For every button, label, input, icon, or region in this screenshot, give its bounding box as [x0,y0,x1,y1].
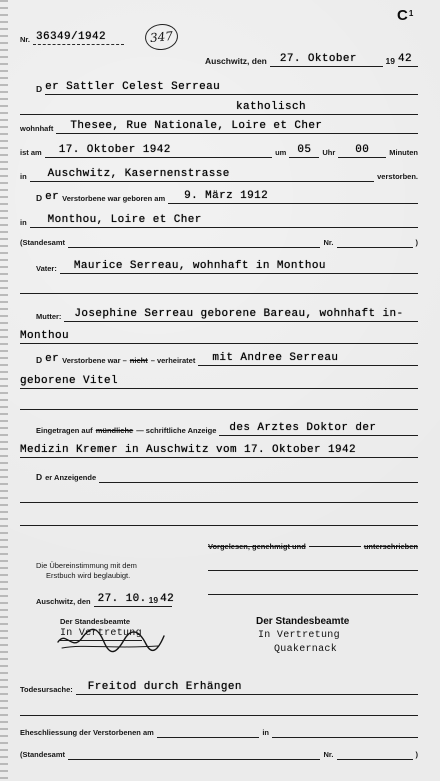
mother-continuation-field [20,330,418,344]
death-place-field [30,168,374,182]
marriage-standesamt-row [20,746,418,760]
informant-row [36,469,418,483]
father-field [60,260,418,274]
spouse-field [198,352,418,366]
birth-date-row [36,190,418,204]
birth-registry-close: ) [415,238,418,247]
left-registrar-title: Der Standesbeamte [60,617,131,626]
mother-field [64,308,418,322]
issue-year-field [398,53,418,67]
death-hour-unit: Uhr [322,148,336,157]
register-number-row [20,31,124,45]
father-label: Vater: [36,264,57,273]
signature-line-1 [208,570,418,571]
residence-row [20,120,418,134]
certification-year-suffix: 42 [160,593,175,605]
marriage-place-label: in [262,728,269,737]
marital-label-before: Verstorbene war – [62,356,127,365]
mother-continuation-row [20,330,418,344]
report-continuation-field [20,444,418,458]
deceased-name-value: er Sattler Celest Serreau [45,81,221,93]
marriage-standesamt-nr-field [337,746,413,760]
informant-label: er Anzeigende [45,473,97,482]
spouse-continuation-row [20,375,418,389]
marriage-standesamt-field [68,746,320,760]
informant-blank-field-2 [20,512,418,526]
birth-registry-label: (Standesamt [20,238,66,247]
father-row [36,260,418,274]
death-place-row [20,168,418,182]
mother-value-line1: Josephine Serreau geborene Bareau, wohnhaft in- [74,308,404,320]
circled-record-number [144,22,180,51]
register-number-label: Nr. [20,35,31,44]
marriage-date-field [157,724,260,738]
issue-year-prefix: 19 [385,56,395,66]
father-value: Maurice Serreau, wohnhaft in Monthou [73,260,326,272]
birth-registry-nr-label: Nr. [323,238,334,247]
marital-status-row [36,352,418,366]
birth-registry-nr-field [337,234,413,248]
marital-article-suffix: er [45,353,60,365]
read-approved-struck: Vorgelesen, genehmigt und [208,542,306,551]
death-place-value: Auschwitz, Kasernenstrasse [47,168,230,180]
marriage-registry-row [20,724,418,738]
marital-label-after: – verheiratet [150,356,196,365]
residence-label: wohnhaft [20,124,54,133]
cause-blank-row [20,702,418,716]
signature-line-2 [208,594,418,595]
father-continuation-row [20,280,418,294]
birth-place-value: Monthou, Loire et Cher [47,214,202,226]
register-number-value: 36349/1942 [36,31,107,43]
marriage-place-field [272,724,418,738]
issue-place-label: Auschwitz, den [205,56,267,66]
issue-date-row [205,53,418,67]
marriage-registry-label: Eheschliessung der Verstorbenen am [20,728,154,737]
deceased-name-field [45,81,418,95]
death-minute-value: 00 [355,144,370,156]
certification-line1: Die Übereinstimmung mit dem [36,561,137,570]
deceased-article-prefix: D [36,84,43,94]
residence-value: Thesee, Rue Nationale, Loire et Cher [70,120,323,132]
birth-article-prefix: D [36,193,43,203]
issue-date-field [270,53,383,67]
deceased-name-row [36,81,418,95]
certification-date-row [36,593,175,607]
death-date-label: ist am [20,148,42,157]
mother-label: Mutter: [36,312,62,321]
right-registrar-title: Der Standesbeamte [256,616,350,627]
death-place-label: in [20,172,27,181]
religion-field [20,101,418,115]
birth-place-label: in [20,218,27,227]
marital-struck-word: nicht [129,356,148,365]
form-code-superscript: 1 [408,9,414,18]
death-verb-label: verstorben. [377,172,418,181]
right-registrar-name: Quakernack [274,644,338,655]
birth-date-value: 9. März 1912 [184,190,269,202]
spouse-continuation-field [20,375,418,389]
cause-blank-field [20,702,418,716]
birth-date-field [168,190,418,204]
certification-place-label: Auschwitz, den [36,597,91,606]
death-hour-field [289,144,319,158]
death-date-value: 17. Oktober 1942 [58,144,171,156]
report-field [219,422,418,436]
issue-year-suffix: 42 [398,53,413,65]
left-registrar-deputy: In Vertretung [60,628,142,639]
informant-prefix: D [36,472,43,482]
informant-field [99,469,418,483]
birth-registry-field [68,234,320,248]
death-time-label: um [275,148,287,157]
certification-date-value: 27. 10. [97,593,147,605]
religion-row [20,101,418,115]
informant-blank-field-1 [20,489,418,503]
informant-blank-row-2 [20,512,418,526]
report-value-line1: des Arztes Doktor der [229,422,377,434]
cause-of-death-field [76,681,418,695]
register-number-field [33,31,124,45]
marriage-standesamt-close: ) [415,750,418,759]
residence-field [56,120,418,134]
report-row [36,422,418,436]
report-struck-word: mündliche [95,426,134,435]
certification-year-prefix: 19 [148,595,159,605]
certification-line2: Erstbuch wird beglaubigt. [46,571,131,580]
birth-place-field [30,214,418,228]
birth-date-label: Verstorbene war geboren am [62,194,166,203]
spouse-value-line2: geborene Vitel [20,375,119,387]
marital-article-prefix: D [36,355,43,365]
cause-of-death-row [20,681,418,695]
death-date-row [20,144,418,158]
death-minute-unit: Minuten [389,148,418,157]
signed-struck: unterschrieben [363,542,418,551]
birth-place-row [20,214,418,228]
cause-of-death-label: Todesursache: [20,685,73,694]
handwritten-signature [54,622,166,658]
marriage-standesamt-label: (Standesamt [20,750,66,759]
death-hour-value: 05 [297,144,312,156]
strike-through-line [309,546,361,547]
spouse-blank-row [20,396,418,410]
report-label-before: Eingetragen auf [36,426,93,435]
informant-blank-row-1 [20,489,418,503]
right-registrar-deputy: In Vertretung [258,630,340,641]
issue-date-value: 27. Oktober [279,53,357,65]
certification-date-field [94,593,175,607]
death-date-field [45,144,272,158]
cause-of-death-value: Freitod durch Erhängen [87,681,242,693]
spouse-value-line1: mit Andree Serreau [212,352,339,364]
religion-value: katholisch [236,101,307,113]
marriage-standesamt-nr-label: Nr. [323,750,334,759]
mother-row [36,308,418,322]
report-continuation-row [20,444,418,458]
circled-record-number-text: 347 [149,28,174,46]
death-minute-field [338,144,386,158]
birth-registry-row [20,234,418,248]
binding-edge [0,0,8,781]
report-label-after: — schriftliche Anzeige [136,426,217,435]
form-code-letter: C [397,7,408,24]
form-code-mark [397,8,413,24]
father-continuation-field [20,280,418,294]
mother-value-line2: Monthou [20,330,70,342]
spouse-blank-field [20,396,418,410]
report-value-line2: Medizin Kremer in Auschwitz vom 17. Oktober 1942 [20,444,357,456]
birth-article-suffix: er [45,191,60,203]
read-approved-row [208,538,418,552]
